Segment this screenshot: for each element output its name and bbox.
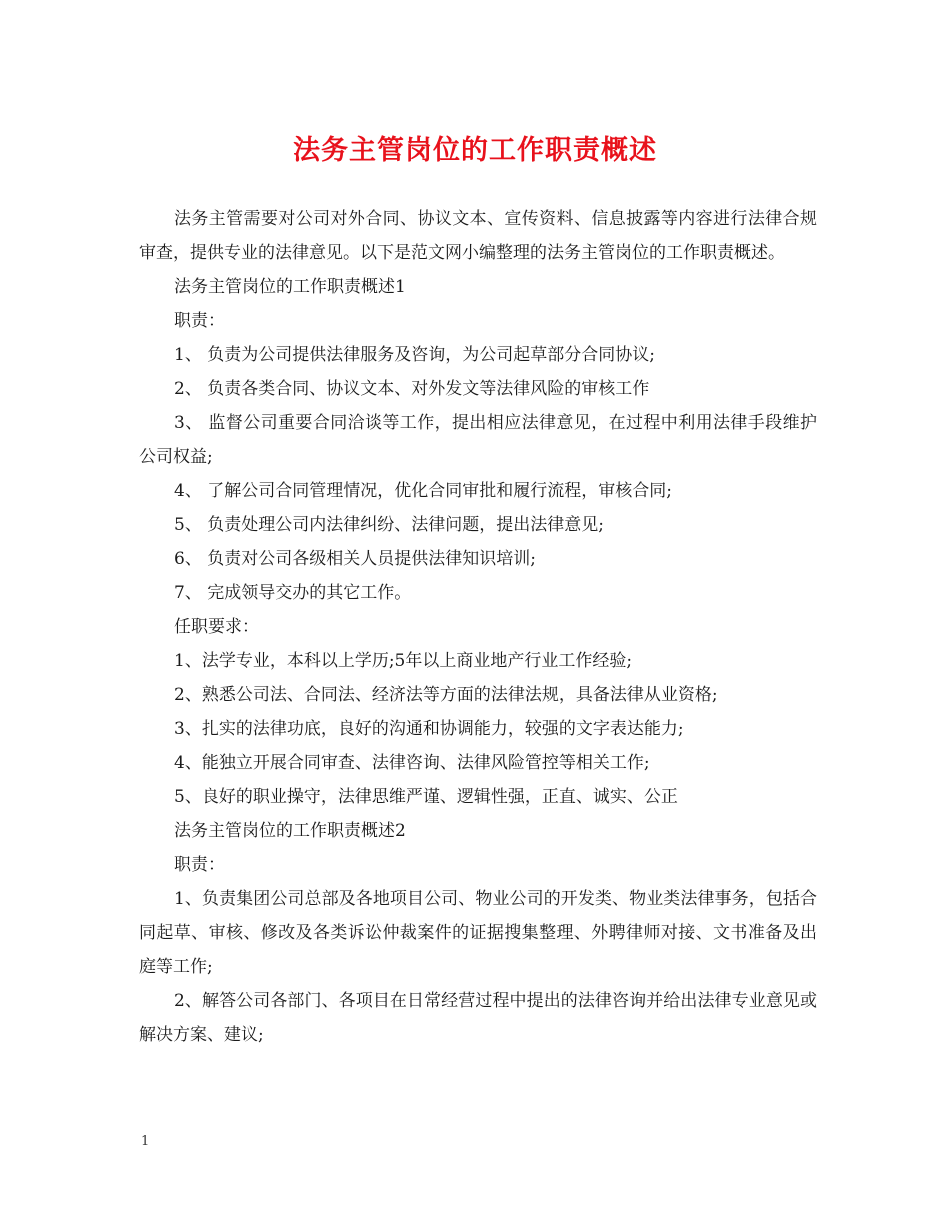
document-title: 法务主管岗位的工作职责概述 xyxy=(293,135,657,166)
duty-item: 4、 了解公司合同管理情况，优化合同审批和履行流程，审核合同; xyxy=(174,481,672,501)
page-number: 1 xyxy=(141,1134,150,1149)
duty-item: 2、 负责各类合同、协议文本、对外发文等法律风险的审核工作 xyxy=(174,379,650,399)
duty-item: 6、 负责对公司各级相关人员提供法律知识培训; xyxy=(174,549,536,569)
duty-item: 5、 负责处理公司内法律纠纷、法律问题，提出法律意见; xyxy=(174,515,604,535)
duty-item: 2、解答公司各部门、各项目在日常经营过程中提出的法律咨询并给出法律专业意见或解决方案、建议; xyxy=(139,991,817,1045)
requirement-item: 4、能独立开展合同审查、法律咨询、法律风险管控等相关工作; xyxy=(174,753,650,773)
requirement-item: 5、良好的职业操守，法律思维严谨、逻辑性强，正直、诚实、公正 xyxy=(174,787,678,807)
requirement-item: 2、熟悉公司法、合同法、经济法等方面的法律法规，具备法律从业资格; xyxy=(174,685,718,705)
requirements-label: 任职要求： xyxy=(174,617,259,637)
duty-item: 1、 负责为公司提供法律服务及咨询，为公司起草部分合同协议; xyxy=(174,345,655,365)
duty-item: 1、负责集团公司总部及各地项目公司、物业公司的开发类、物业类法律事务，包括合同起草、审核、修改及各类诉讼仲裁案件的证据搜集整理、外聘律师对接、文书准备及出庭等工作; xyxy=(139,889,817,977)
section-heading-1: 法务主管岗位的工作职责概述1 xyxy=(174,277,406,297)
requirement-item: 1、法学专业，本科以上学历;5年以上商业地产行业工作经验; xyxy=(174,651,633,671)
duties-label: 职责： xyxy=(174,311,225,331)
section-heading-2: 法务主管岗位的工作职责概述2 xyxy=(174,821,406,841)
document-body xyxy=(139,202,817,1052)
intro-paragraph: 法务主管需要对公司对外合同、协议文本、宣传资料、信息披露等内容进行法律合规审查，提供专业的法律意见。以下是范文网小编整理的法务主管岗位的工作职责概述。 xyxy=(139,209,817,263)
duties-label: 职责： xyxy=(174,855,225,875)
duty-item: 7、 完成领导交办的其它工作。 xyxy=(174,583,412,603)
duty-item: 3、 监督公司重要合同洽谈等工作，提出相应法律意见，在过程中利用法律手段维护公司权益; xyxy=(139,413,817,467)
requirement-item: 3、扎实的法律功底，良好的沟通和协调能力，较强的文字表达能力; xyxy=(174,719,684,739)
